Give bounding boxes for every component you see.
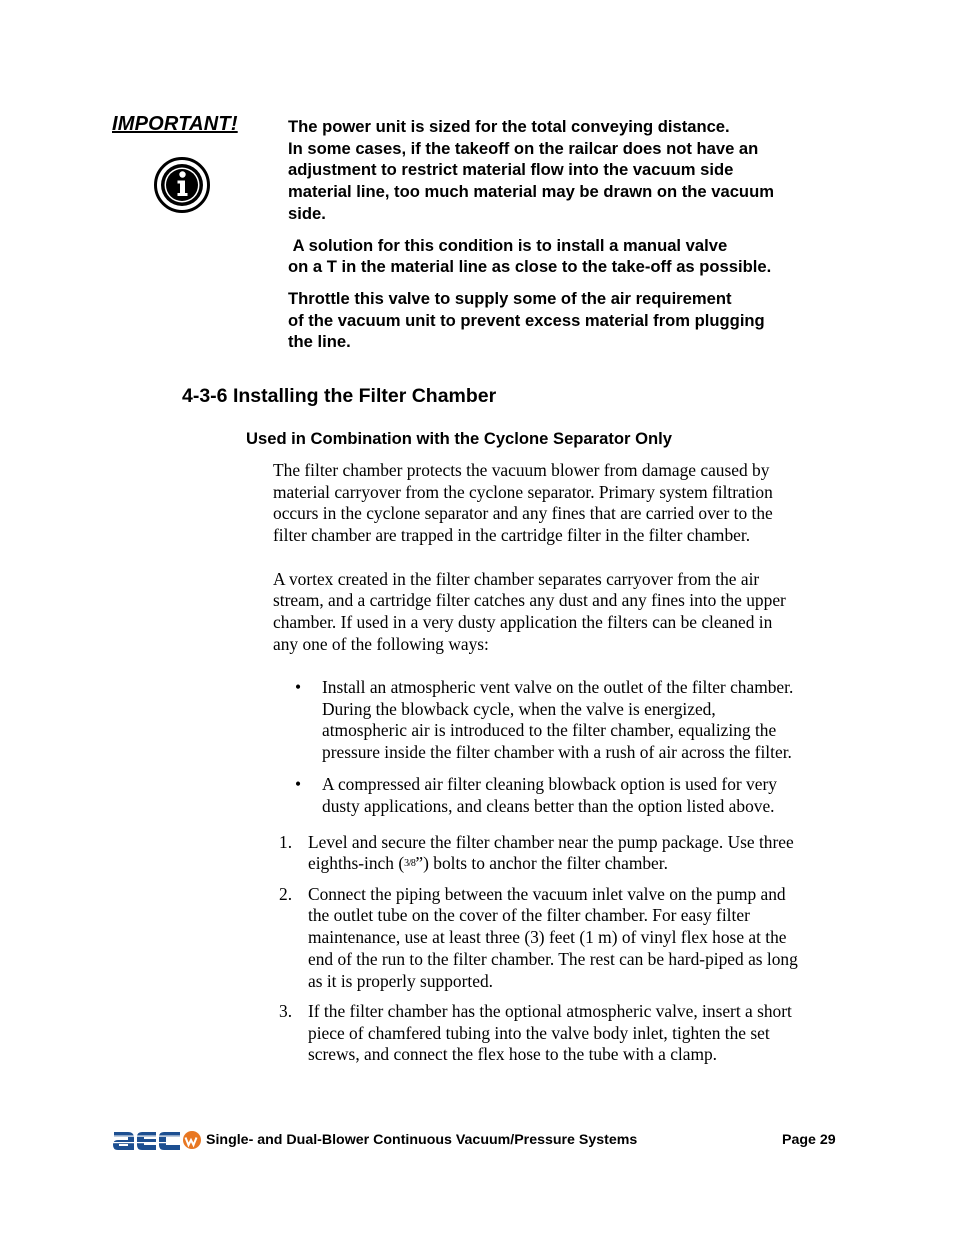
numbered-steps	[273, 832, 839, 1066]
text-line: During the blowback cycle, when the valve is energized,	[322, 698, 716, 719]
bullet-item	[295, 677, 839, 764]
text-line: If the filter chamber has the optional atmospheric valve, insert a short	[308, 1000, 792, 1021]
text-line: dusty applications, and cleans better than the option listed above.	[322, 796, 775, 817]
step-number: 1.	[279, 831, 293, 852]
text-line: material carryover from the cyclone separator. Primary system filtration	[273, 481, 773, 502]
text-line: as it is properly supported.	[308, 970, 493, 991]
aec-logo	[112, 1124, 202, 1154]
text-line: Throttle this valve to supply some of the air requirement	[288, 288, 732, 308]
text-line: on a T in the material line as close to the take-off as possible.	[288, 257, 772, 277]
text-line: A vortex created in the filter chamber separates carryover from the air	[273, 568, 760, 589]
text-line: filter chamber are trapped in the cartridge filter in the filter chamber.	[273, 525, 751, 546]
text-line: material line, too much material may be drawn on the vacuum	[288, 182, 774, 202]
subsection-title: Used in Combination with the Cyclone Separator Only	[246, 429, 672, 448]
step-item	[279, 883, 839, 993]
text-line: The power unit is sized for the total conveying distance.	[288, 117, 730, 136]
bullet-symbol: •	[295, 677, 302, 697]
bullet-item	[295, 774, 839, 817]
text-line: side.	[288, 203, 326, 223]
info-icon	[154, 157, 210, 213]
text-line: the line.	[288, 332, 351, 352]
text-fragment: eighths-inch (	[308, 853, 405, 874]
text-line: stream, and a cartridge filter catches any dust and any fines into the upper	[273, 590, 786, 611]
body-paragraph	[273, 569, 839, 656]
text-line: Connect the piping between the vacuum inlet valve on the pump and	[308, 883, 786, 904]
text-line: occurs in the cyclone separator and any fines that are carried over to the	[273, 503, 773, 524]
text-line: In some cases, if the takeoff on the railcar does not have an	[288, 138, 759, 158]
text-line: end of the run to the filter chamber. The rest can be hard-piped as long	[308, 948, 798, 969]
text-line: screws, and connect the flex hose to the tube with a clamp.	[308, 1044, 718, 1065]
step-item	[279, 831, 839, 875]
text-line: The filter chamber protects the vacuum blower from damage caused by	[273, 460, 770, 480]
section-title: 4-3-6 Installing the Filter Chamber	[182, 385, 497, 407]
bullet-symbol: •	[295, 774, 302, 795]
important-paragraph	[288, 235, 848, 278]
text-line: piece of chamfered tubing into the valve body inlet, tighten the set	[308, 1022, 770, 1043]
text-line: atmospheric air is introduced to the filter chamber, equalizing the	[322, 720, 777, 741]
text-line: adjustment to restrict material flow into the vacuum side	[288, 160, 734, 180]
section-body	[273, 460, 839, 1075]
text-line: maintenance, use at least three (3) feet (1 m) of vinyl flex hose at the	[308, 927, 787, 948]
step-item	[279, 1000, 839, 1066]
footer-title: Single- and Dual-Blower Continuous Vacuum/Pressure Systems	[206, 1132, 638, 1148]
page-number: Page 29	[782, 1132, 836, 1148]
important-label: IMPORTANT!	[112, 113, 238, 135]
text-line: A solution for this condition is to install a manual valve	[288, 235, 728, 255]
body-paragraph	[273, 460, 839, 547]
text-line: any one of the following ways:	[273, 633, 489, 654]
text-line: A compressed air filter cleaning blowback option is used for very	[322, 774, 777, 795]
step-number: 2.	[279, 883, 293, 904]
text-line: of the vacuum unit to prevent excess material from plugging	[288, 310, 765, 330]
important-paragraph	[288, 288, 848, 353]
important-paragraph	[288, 116, 848, 225]
text-line: Level and secure the filter chamber near the pump package. Use three	[308, 831, 794, 852]
step-number: 3.	[279, 1000, 293, 1021]
fraction: 3/8	[404, 858, 416, 870]
text-line: pressure inside the filter chamber with a rush of air across the filter.	[322, 742, 792, 763]
text-line: the outlet tube on the cover of the filter chamber. For easy filter	[308, 905, 750, 926]
text-fragment: ”) bolts to anchor the filter chamber.	[415, 853, 668, 874]
important-body	[288, 116, 848, 363]
text-line: chamber. If used in a very dusty application the filters can be cleaned in	[273, 611, 773, 632]
text-line: Install an atmospheric vent valve on the outlet of the filter chamber.	[322, 677, 794, 697]
bullet-list	[273, 677, 839, 818]
